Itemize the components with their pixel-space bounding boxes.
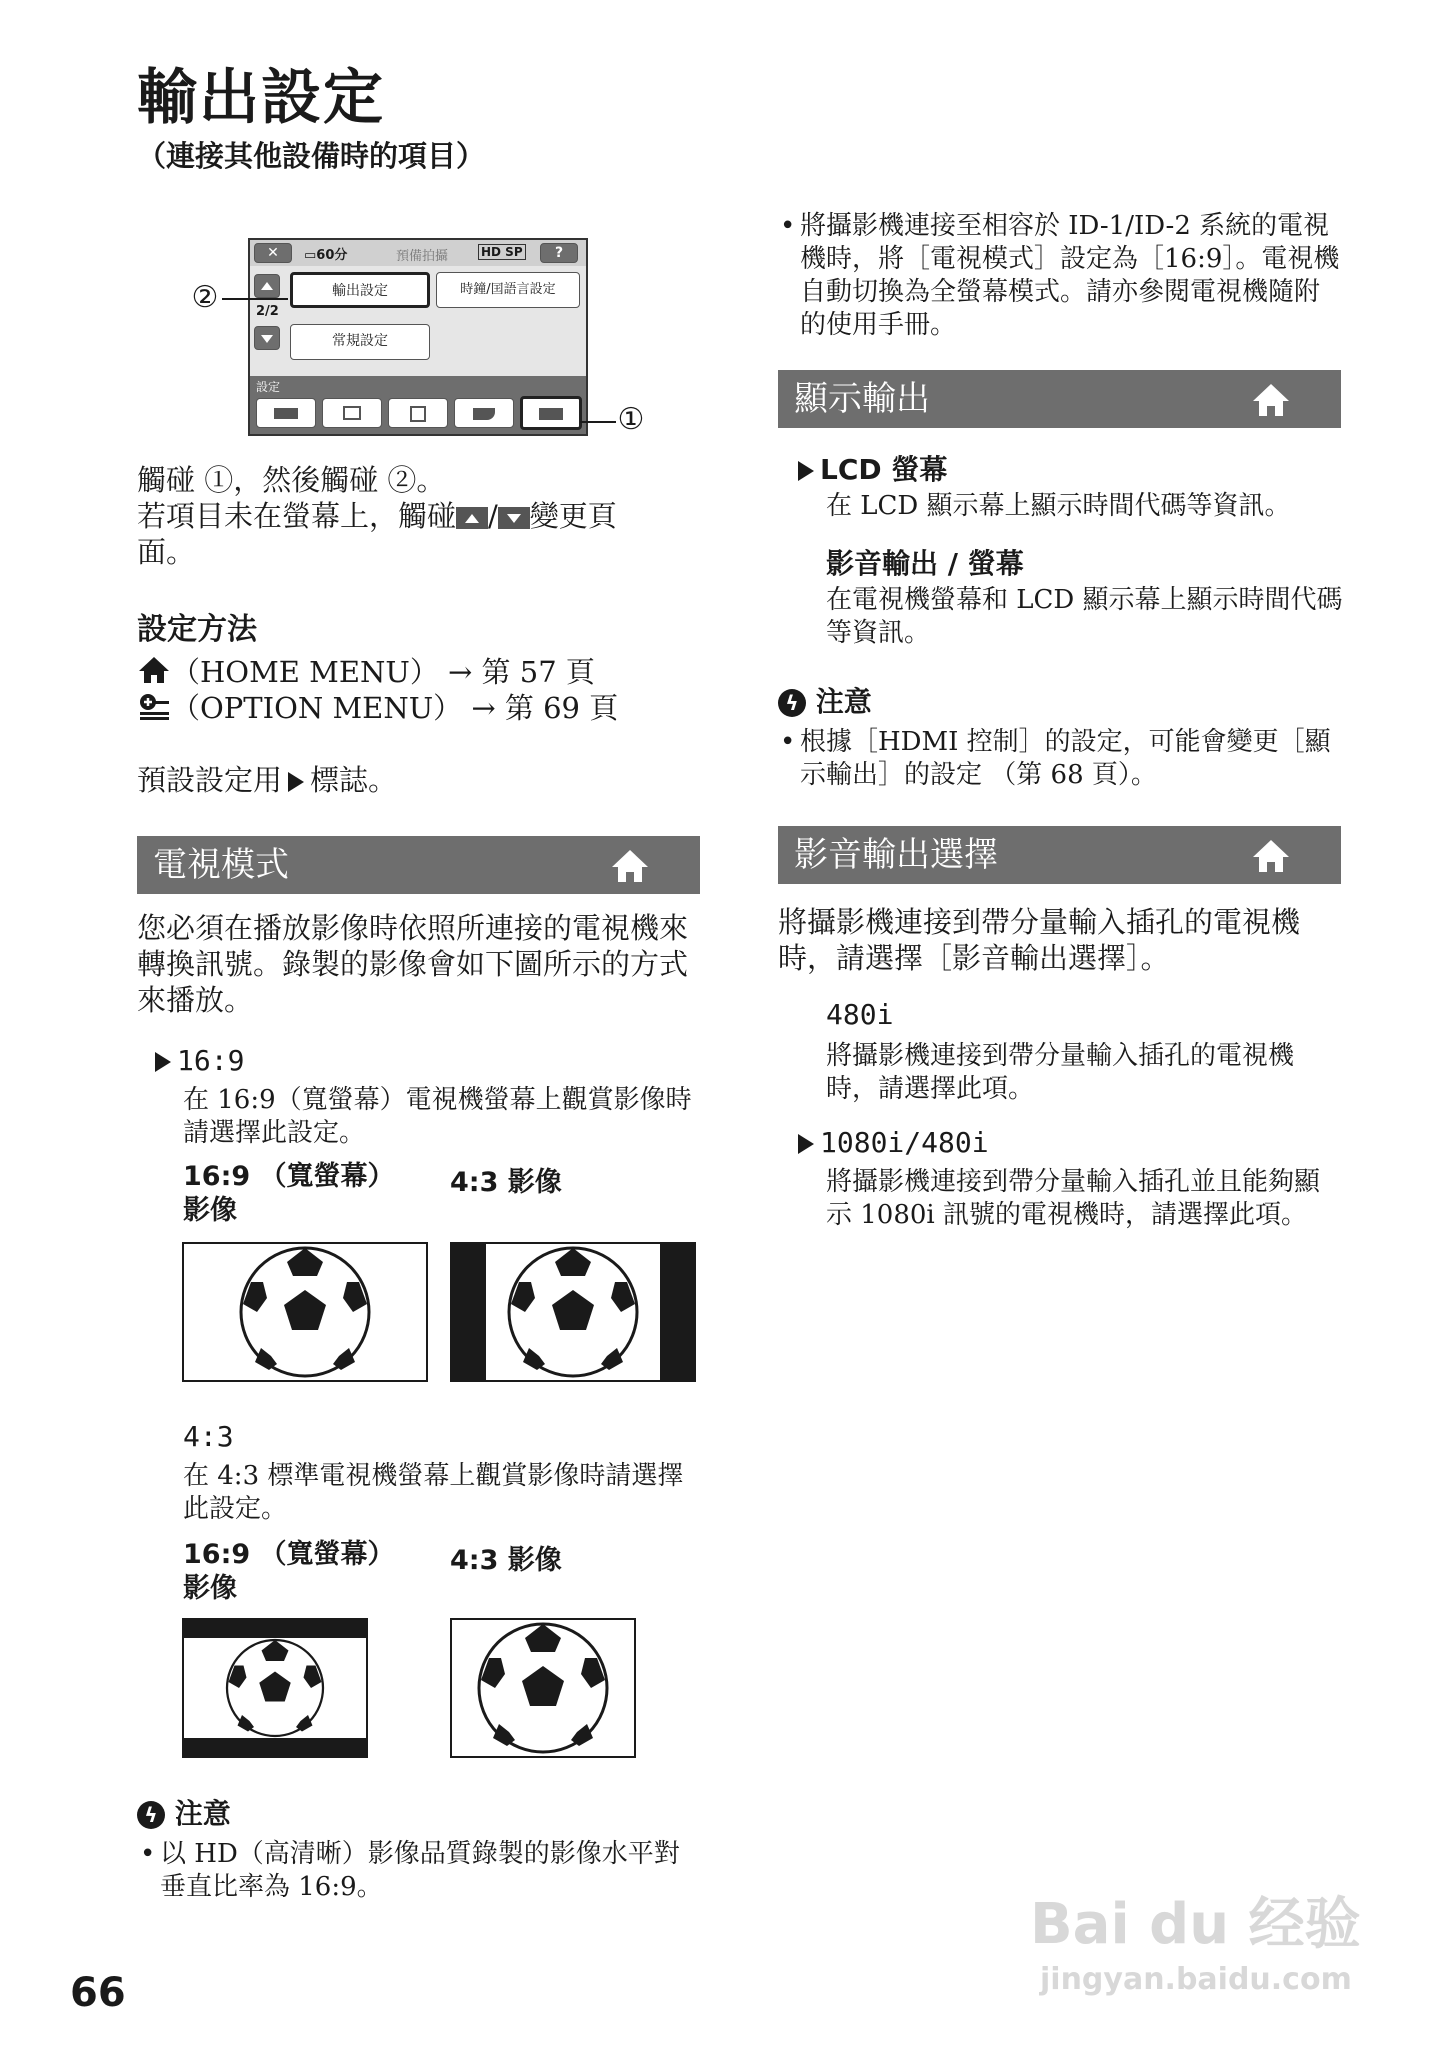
option-169-desc: 在 16:9（寬螢幕）電視機螢幕上觀賞影像時請選擇此設定。 [183, 1085, 692, 1148]
lcd-desc: 在 LCD 顯示幕上顯示時間代碼等資訊。 [826, 491, 1291, 521]
letterbox-top [184, 1620, 366, 1638]
av-desc: 在電視機螢幕和 LCD 顯示幕上顯示時間代碼等資訊。 [826, 585, 1343, 648]
general-settings-button[interactable]: 常規設定 [290, 324, 430, 360]
soccer-ball-icon [184, 1244, 426, 1380]
page-title: 輸出設定 [137, 63, 385, 133]
screen-top-bar [250, 240, 586, 266]
left-note-text: • 以 HD（高清晰）影像品質錄製的影像水平對垂直比率為 16:9。 [160, 1838, 705, 1904]
soccer-ball-icon [184, 1638, 366, 1738]
dub-icon [473, 408, 495, 420]
pillar-right [660, 1244, 694, 1380]
standard-43-image [450, 1618, 636, 1758]
caution-icon: ϟ [778, 689, 806, 717]
standby-label: 預備拍攝 [396, 249, 449, 264]
callout-1-line [580, 421, 616, 423]
option-43-label: 4:3 [183, 1420, 234, 1453]
grid-icon [410, 406, 426, 422]
settings-label: 設定 [256, 380, 281, 394]
page-up-button[interactable] [254, 274, 280, 298]
av-select-title: 影音輸出選擇 [794, 835, 998, 875]
battery-icon: ▭ [304, 248, 317, 263]
tab-settings[interactable] [520, 396, 582, 430]
triangle-up-icon [261, 282, 273, 290]
av-label: 影音輸出 / 螢幕 [826, 547, 1024, 580]
caution-icon: ϟ [137, 1801, 165, 1829]
clock-language-button[interactable]: 時鐘/囯語言設定 [436, 272, 580, 308]
callout-1: ① [617, 402, 645, 437]
page-indicator: 2/2 [256, 304, 279, 319]
default-arrow-icon [155, 1052, 171, 1072]
default-note: 預設設定用 標誌。 [137, 763, 398, 797]
tab-edit[interactable] [388, 398, 448, 428]
page-down-icon [498, 507, 530, 529]
caption-43: 4:3 影像 [450, 1167, 562, 1198]
tv-mode-section-bar [137, 836, 700, 894]
tv-mode-title: 電視模式 [153, 845, 289, 885]
right-note-heading: ϟ 注意 [778, 680, 872, 720]
option-169-label: 16:9 [155, 1044, 244, 1077]
display-output-title: 顯示輸出 [794, 379, 930, 419]
callout-2-line [222, 298, 288, 300]
baidu-watermark-url: jingyan.baidu.com [1040, 1962, 1352, 1997]
lcd-label: LCD 螢幕 [798, 448, 947, 488]
page-up-icon [456, 507, 488, 529]
option-1080i-desc: 將攝影機連接到帶分量輸入插孔並且能夠顯示 1080i 訊號的電視機時，請選擇此項。 [826, 1167, 1321, 1230]
default-arrow-icon [798, 1134, 814, 1154]
home-icon [1251, 836, 1291, 876]
page-down-button[interactable] [254, 326, 280, 350]
option-1080i-label: 1080i/480i [798, 1126, 989, 1159]
output-settings-button[interactable]: 輸出設定 [290, 272, 430, 308]
av-select-desc: 將攝影機連接到帶分量輸入插孔的電視機時，請選擇［影音輸出選擇］。 [778, 905, 1301, 975]
camera-screen-illustration [248, 238, 588, 436]
caption-wide: 16:9 （寬螢幕）影像 [183, 1161, 382, 1226]
caption-43-2: 4:3 影像 [450, 1545, 562, 1576]
battery-indicator: ▭60分 [304, 248, 348, 263]
letterbox-image [182, 1618, 368, 1758]
method-option-line: （OPTION MENU） → 第 69 頁 [137, 690, 618, 729]
pillar-left [452, 1244, 486, 1380]
triangle-down-icon [261, 335, 273, 343]
play-icon [343, 406, 361, 420]
toolbox-icon [539, 408, 563, 420]
tv-mode-desc: 您必須在播放影像時依照所連接的電視機來轉換訊號。錄製的影像會如下圖所示的方式來播放。 [137, 911, 689, 1017]
settings-tab-bar [250, 376, 586, 434]
tab-dub[interactable] [454, 398, 514, 428]
baidu-watermark-logo: Bai du 经验 [1030, 1892, 1361, 1957]
home-icon [137, 655, 171, 693]
caption-wide-2: 16:9 （寬螢幕）影像 [183, 1539, 382, 1604]
intro-line-2: 若項目未在螢幕上，觸碰 / 變更頁 [137, 499, 617, 533]
tab-camera[interactable] [256, 398, 316, 428]
right-top-bullet: • 將攝影機連接至相容於 ID-1/ID-2 系統的電視機時，將［電視模式］設定為［16:9］。電視機自動切換為全螢幕模式。請亦參閱電視機隨附的使用手冊。 [800, 210, 1345, 342]
method-heading: 設定方法 [137, 612, 257, 647]
option-icon [137, 691, 171, 729]
intro-line-1: 觸碰 ①，然後觸碰 ②。 [137, 463, 446, 497]
tab-playback[interactable] [322, 398, 382, 428]
page-subtitle: （連接其他設備時的項目） [137, 139, 486, 173]
home-icon [1251, 380, 1291, 420]
method-home-line: （HOME MENU） → 第 57 頁 [137, 654, 595, 693]
default-arrow-icon [798, 461, 814, 481]
default-arrow-icon [288, 772, 304, 792]
letterbox-bottom [184, 1738, 366, 1756]
option-480i-label: 480i [826, 998, 894, 1031]
page-number: 66 [70, 1970, 126, 2016]
left-note-heading: ϟ 注意 [137, 1792, 231, 1832]
right-note-text: • 根據［HDMI 控制］的設定，可能會變更［顯示輸出］的設定 （第 68 頁）。 [800, 726, 1345, 792]
help-button[interactable]: ? [540, 243, 578, 263]
close-button[interactable]: ✕ [254, 243, 292, 263]
pillarbox-image [450, 1242, 696, 1382]
option-43-desc: 在 4:3 標準電視機螢幕上觀賞影像時請選擇此設定。 [183, 1461, 684, 1524]
wide-screen-image [182, 1242, 428, 1382]
callout-2: ② [191, 280, 219, 315]
display-output-section-bar [778, 370, 1341, 428]
av-select-section-bar [778, 826, 1341, 884]
camera-icon [274, 408, 298, 419]
intro-line-3: 面。 [137, 535, 196, 569]
soccer-ball-icon [486, 1244, 660, 1380]
quality-badge: HD SP [478, 244, 526, 260]
home-icon [610, 846, 650, 886]
option-480i-desc: 將攝影機連接到帶分量輸入插孔的電視機時，請選擇此項。 [826, 1041, 1295, 1104]
soccer-ball-icon [452, 1620, 634, 1756]
